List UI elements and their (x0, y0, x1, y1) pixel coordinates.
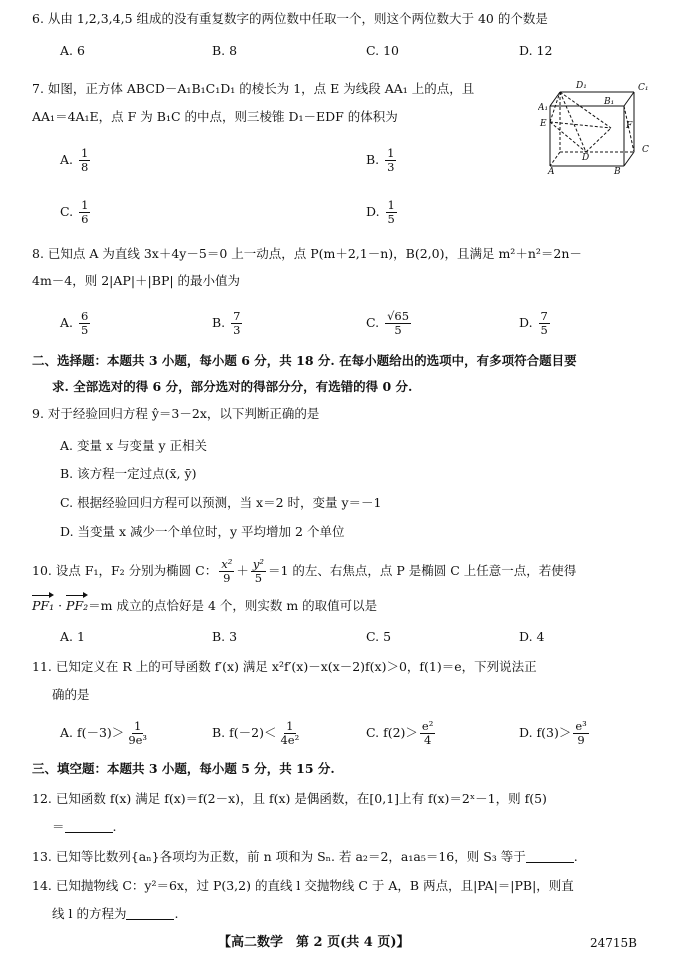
q7-stem-line1: 7. 如图，正方体 ABCD－A₁B₁C₁D₁ 的棱长为 1，点 E 为线段 AA₁ 上的点，且 (32, 81, 475, 96)
q8-option-c: C. $\frac{√65}{5}$ (366, 309, 410, 337)
label-b: B (614, 167, 621, 176)
q11-option-c: C. f(2)＞ $\frac{\text{e²}}{4}$ (366, 719, 434, 747)
q13-answer-blank[interactable] (526, 850, 574, 863)
label-c1: C₁ (638, 83, 649, 93)
label-d: D (582, 153, 590, 163)
footer-page-info: 【高二数学 第 2 页(共 4 页)】 (218, 935, 410, 950)
label-a: A (548, 167, 555, 176)
q9-stem: 9. 对于经验回归方程 ŷ＝3－2x，以下判断正确的是 (32, 406, 320, 421)
q14-answer-blank[interactable] (126, 907, 174, 920)
q9-option-c: C. 根据经验回归方程可以预测，当 x＝2 时，变量 y＝－1 (60, 495, 382, 510)
q10-stem-line2: PF₁ · PF₂＝m 成立的点恰好是 4 个，则实数 m 的取值可以是 (32, 598, 378, 613)
footer-exam-code: 24715B (590, 936, 637, 950)
q8-option-a: A. $\frac{6}{5}$ (60, 309, 89, 337)
q11-option-a: A. f(－3)＞ $\frac{1}{\text{9e³}}$ (60, 719, 148, 747)
label-a1: A₁ (538, 103, 549, 113)
q8-option-b: B. $\frac{7}{3}$ (212, 309, 241, 337)
q7-option-d: D. $\frac{1}{5}$ (366, 198, 395, 226)
q13-stem: 13. 已知等比数列{aₙ}各项均为正数，前 n 项和为 Sₙ. 若 a₂＝2，a₁a₅＝16，则 S₃ 等于 . (32, 849, 578, 864)
q12-stem-line1: 12. 已知函数 f(x) 满足 f(x)＝f(2－x)，且 f(x) 是偶函数，在[0,1]上有 f(x)＝2ˣ－1，则 f(5) (32, 791, 547, 806)
q10-stem-line1: 10. 设点 F₁，F₂ 分别为椭圆 C： $\frac{\text{x²}}{9}$ ＋ $\frac{\text{y²}}{5}$ ＝1 的左、右焦点，点 P 是椭圆 C 上任意一点，若使得 (32, 557, 577, 585)
q12-answer-blank[interactable] (65, 820, 113, 833)
q8-stem-line1: 8. 已知点 A 为直线 3x＋4y－5＝0 上一动点，点 P(m＋2,1－n)，B(2,0)，且满足 m²＋n²＝2n－ (32, 246, 582, 261)
q9-option-b: B. 该方程一定过点(x̄, ȳ) (60, 466, 197, 481)
section2-heading-line1: 二、选择题：本题共 3 小题，每小题 6 分，共 18 分. 在每小题给出的选项中，有多项符合题目要 (32, 353, 577, 368)
q6-option-d: D. 12 (519, 43, 553, 58)
q14-stem-line2: 线 l 的方程为 . (52, 906, 179, 921)
q11-option-b: B. f(－2)＜ $\frac{1}{\text{4e²}}$ (212, 719, 300, 747)
q9-option-d: D. 当变量 x 减少一个单位时，y 平均增加 2 个单位 (60, 524, 345, 539)
q7-stem-line2: AA₁＝4A₁E，点 F 为 B₁C 的中点，则三棱锥 D₁－EDF 的体积为 (32, 109, 398, 124)
vector-pf1: PF₁ (32, 598, 55, 613)
q10-option-b: B. 3 (212, 629, 238, 644)
label-c: C (642, 145, 649, 155)
label-e: E (540, 119, 547, 129)
q11-stem-line1: 11. 已知定义在 R 上的可导函数 f′(x) 满足 x²f′(x)－x(x－2)f(x)＞0，f(1)＝e，下列说法正 (32, 659, 537, 674)
q6-stem: 6. 从由 1,2,3,4,5 组成的没有重复数字的两位数中任取一个，则这个两位数大于 40 的个数是 (32, 11, 548, 26)
cube-figure (538, 78, 656, 176)
section3-heading: 三、填空题：本题共 3 小题，每小题 5 分，共 15 分. (32, 761, 335, 776)
label-f: F (626, 121, 633, 131)
q7-option-a: A. $\frac{1}{8}$ (60, 146, 89, 174)
q8-option-d: D. $\frac{7}{5}$ (519, 309, 548, 337)
q11-option-d: D. f(3)＞ $\frac{\text{e³}}{9}$ (519, 719, 587, 747)
label-b1: B₁ (604, 97, 615, 107)
label-d1: D₁ (576, 81, 587, 91)
q7-option-b: B. $\frac{1}{3}$ (366, 146, 395, 174)
q10-option-c: C. 5 (366, 629, 392, 644)
q10-option-a: A. 1 (60, 629, 85, 644)
q6-option-a: A. 6 (60, 43, 85, 58)
vector-pf2: PF₂ (66, 598, 89, 613)
q7-option-c: C. $\frac{1}{6}$ (60, 198, 89, 226)
q11-stem-line2: 确的是 (52, 687, 90, 702)
q6-option-b: B. 8 (212, 43, 238, 58)
q12-stem-line2: ＝ . (52, 819, 117, 834)
q6-option-c: C. 10 (366, 43, 399, 58)
q14-stem-line1: 14. 已知抛物线 C：y²＝6x，过 P(3,2) 的直线 l 交抛物线 C 于 A，B 两点，且|PA|＝|PB|，则直 (32, 878, 574, 893)
q9-option-a: A. 变量 x 与变量 y 正相关 (60, 438, 207, 453)
section2-heading-line2: 求. 全部选对的得 6 分，部分选对的得部分分，有选错的得 0 分. (52, 379, 413, 394)
q10-option-d: D. 4 (519, 629, 545, 644)
q8-stem-line2: 4m－4，则 2|AP|＋|BP| 的最小值为 (32, 273, 241, 288)
